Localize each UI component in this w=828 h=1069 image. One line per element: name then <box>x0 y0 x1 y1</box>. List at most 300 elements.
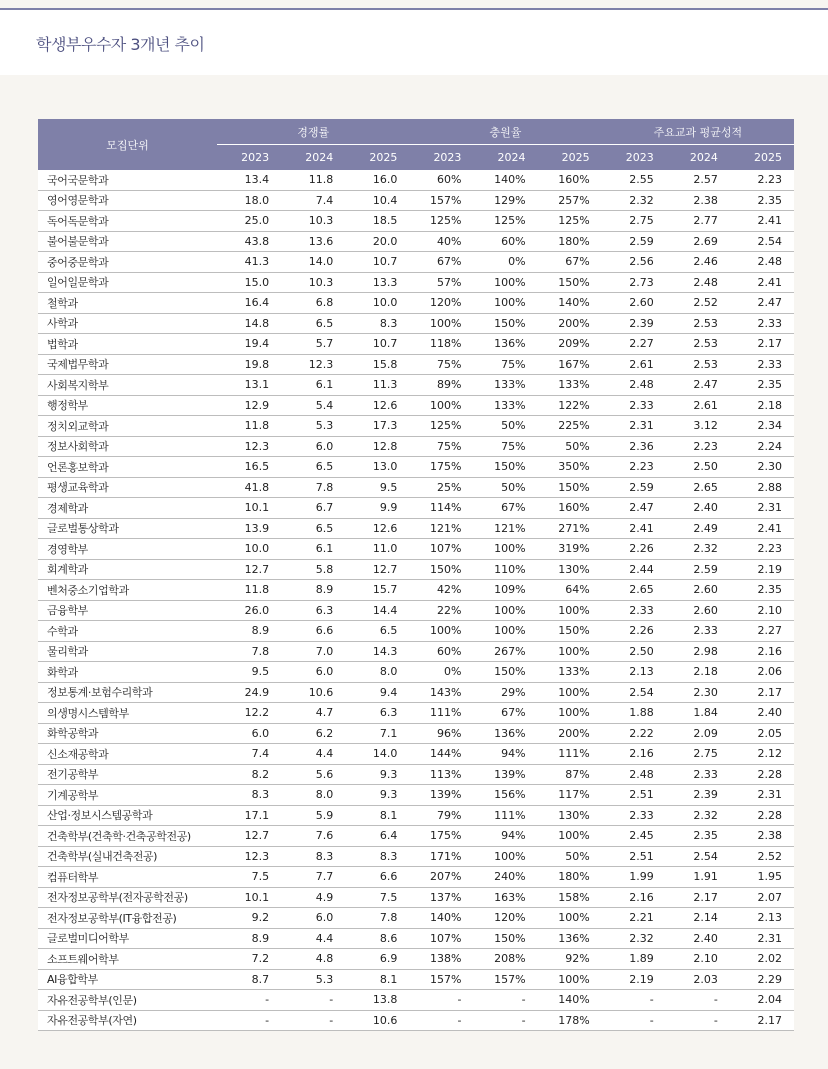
value-cell: 2.05 <box>730 723 794 744</box>
table-row <box>38 600 794 621</box>
value-cell: 100% <box>473 621 537 642</box>
value-cell: 6.0 <box>281 436 345 457</box>
value-cell: 2.33 <box>666 621 730 642</box>
value-cell: 10.0 <box>217 539 281 560</box>
value-cell: 2.07 <box>730 887 794 908</box>
value-cell: 1.99 <box>602 867 666 888</box>
value-cell: 100% <box>538 826 602 847</box>
value-cell: 100% <box>473 539 537 560</box>
value-cell: 7.1 <box>345 723 409 744</box>
value-cell: 2.33 <box>666 764 730 785</box>
value-cell: 2.41 <box>730 211 794 232</box>
value-cell: 7.5 <box>345 887 409 908</box>
value-cell: 2.23 <box>666 436 730 457</box>
value-cell: 2.35 <box>730 190 794 211</box>
value-cell: 75% <box>409 354 473 375</box>
table-row <box>38 313 794 334</box>
value-cell: 2.44 <box>602 559 666 580</box>
value-cell: 16.5 <box>217 457 281 478</box>
value-cell: 6.4 <box>345 826 409 847</box>
value-cell: 2.50 <box>666 457 730 478</box>
column-header-year: 2023 <box>217 145 281 171</box>
value-cell: 2.41 <box>730 518 794 539</box>
department-name: 자유전공학부(자연) <box>38 1010 217 1031</box>
value-cell: 8.9 <box>281 580 345 601</box>
value-cell: 60% <box>409 170 473 190</box>
department-name: 글로벌미디어학부 <box>38 928 217 949</box>
department-name: 국어국문학과 <box>38 170 217 190</box>
value-cell: 111% <box>538 744 602 765</box>
column-header-year: 2025 <box>345 145 409 171</box>
column-header-year: 2025 <box>730 145 794 171</box>
value-cell: 16.4 <box>217 293 281 314</box>
table-row <box>38 416 794 437</box>
table-row <box>38 457 794 478</box>
value-cell: 14.0 <box>345 744 409 765</box>
value-cell: 2.13 <box>602 662 666 683</box>
value-cell: 137% <box>409 887 473 908</box>
value-cell: 143% <box>409 682 473 703</box>
value-cell: 125% <box>473 211 537 232</box>
value-cell: 2.34 <box>730 416 794 437</box>
value-cell: 2.10 <box>730 600 794 621</box>
value-cell: 8.3 <box>217 785 281 806</box>
value-cell: 100% <box>538 908 602 929</box>
value-cell: 2.75 <box>666 744 730 765</box>
value-cell: 150% <box>473 313 537 334</box>
value-cell: 2.47 <box>602 498 666 519</box>
department-name: 정보통계·보험수리학과 <box>38 682 217 703</box>
value-cell: 140% <box>409 908 473 929</box>
value-cell: 167% <box>538 354 602 375</box>
value-cell: 2.38 <box>666 190 730 211</box>
value-cell: 180% <box>538 231 602 252</box>
table-row <box>38 846 794 867</box>
table-row <box>38 969 794 990</box>
table-row <box>38 723 794 744</box>
value-cell: 133% <box>473 395 537 416</box>
value-cell: 2.38 <box>730 826 794 847</box>
value-cell: 2.14 <box>666 908 730 929</box>
department-name: 산업·정보시스템공학과 <box>38 805 217 826</box>
value-cell: 158% <box>538 887 602 908</box>
value-cell: 114% <box>409 498 473 519</box>
value-cell: 6.1 <box>281 539 345 560</box>
value-cell: 8.3 <box>345 313 409 334</box>
value-cell: 75% <box>473 436 537 457</box>
value-cell: 8.3 <box>281 846 345 867</box>
value-cell: 6.0 <box>281 662 345 683</box>
value-cell: 113% <box>409 764 473 785</box>
value-cell: 22% <box>409 600 473 621</box>
value-cell: 2.17 <box>730 682 794 703</box>
value-cell: 2.17 <box>666 887 730 908</box>
value-cell: 133% <box>473 375 537 396</box>
department-name: 언론홍보학과 <box>38 457 217 478</box>
department-name: 일어일문학과 <box>38 272 217 293</box>
value-cell: 100% <box>409 395 473 416</box>
value-cell: 2.60 <box>666 580 730 601</box>
value-cell: 3.12 <box>666 416 730 437</box>
value-cell: 2.65 <box>666 477 730 498</box>
value-cell: 2.33 <box>602 395 666 416</box>
value-cell: 2.28 <box>730 805 794 826</box>
value-cell: 1.84 <box>666 703 730 724</box>
value-cell: 67% <box>538 252 602 273</box>
value-cell: 2.73 <box>602 272 666 293</box>
value-cell: 2.35 <box>730 580 794 601</box>
table-row <box>38 498 794 519</box>
value-cell: 2.18 <box>666 662 730 683</box>
department-name: 물리학과 <box>38 641 217 662</box>
table-row <box>38 334 794 355</box>
department-name: 경영학부 <box>38 539 217 560</box>
value-cell: 6.0 <box>217 723 281 744</box>
table-row <box>38 231 794 252</box>
value-cell: 157% <box>409 190 473 211</box>
value-cell: 267% <box>473 641 537 662</box>
value-cell: 100% <box>538 682 602 703</box>
value-cell: 140% <box>473 170 537 190</box>
department-name: 컴퓨터학부 <box>38 867 217 888</box>
value-cell: 122% <box>538 395 602 416</box>
value-cell: 2.60 <box>602 293 666 314</box>
value-cell: 139% <box>409 785 473 806</box>
value-cell: 5.4 <box>281 395 345 416</box>
page-header <box>0 10 828 75</box>
value-cell: 2.40 <box>730 703 794 724</box>
value-cell: 6.6 <box>345 867 409 888</box>
value-cell: 2.57 <box>666 170 730 190</box>
value-cell: 18.5 <box>345 211 409 232</box>
value-cell: 5.7 <box>281 334 345 355</box>
value-cell: 180% <box>538 867 602 888</box>
value-cell: 8.1 <box>345 805 409 826</box>
value-cell: 163% <box>473 887 537 908</box>
value-cell: 9.3 <box>345 785 409 806</box>
value-cell: 11.0 <box>345 539 409 560</box>
value-cell: 150% <box>538 621 602 642</box>
table-row <box>38 1010 794 1031</box>
value-cell: 60% <box>473 231 537 252</box>
value-cell: 13.3 <box>345 272 409 293</box>
value-cell: 11.8 <box>217 580 281 601</box>
value-cell: 9.4 <box>345 682 409 703</box>
value-cell: 5.9 <box>281 805 345 826</box>
value-cell: 6.1 <box>281 375 345 396</box>
value-cell: - <box>473 1010 537 1031</box>
value-cell: 129% <box>473 190 537 211</box>
value-cell: 8.1 <box>345 969 409 990</box>
value-cell: 2.16 <box>602 744 666 765</box>
table-row <box>38 621 794 642</box>
table-row <box>38 744 794 765</box>
value-cell: 17.3 <box>345 416 409 437</box>
value-cell: 13.9 <box>217 518 281 539</box>
value-cell: 100% <box>538 641 602 662</box>
group-header-row <box>38 119 794 145</box>
value-cell: 121% <box>473 518 537 539</box>
value-cell: 10.3 <box>281 211 345 232</box>
value-cell: 2.61 <box>666 395 730 416</box>
value-cell: 6.3 <box>281 600 345 621</box>
value-cell: 16.0 <box>345 170 409 190</box>
value-cell: 130% <box>538 559 602 580</box>
value-cell: 2.41 <box>730 272 794 293</box>
value-cell: 10.7 <box>345 334 409 355</box>
value-cell: 57% <box>409 272 473 293</box>
department-name: 소프트웨어학부 <box>38 949 217 970</box>
department-name: 전기공학부 <box>38 764 217 785</box>
value-cell: 100% <box>538 600 602 621</box>
value-cell: 150% <box>538 272 602 293</box>
value-cell: 2.10 <box>666 949 730 970</box>
department-name: 회계학과 <box>38 559 217 580</box>
department-name: 중어중문학과 <box>38 252 217 273</box>
value-cell: 6.5 <box>281 518 345 539</box>
table-row <box>38 580 794 601</box>
value-cell: 1.88 <box>602 703 666 724</box>
table-row <box>38 559 794 580</box>
table-row <box>38 662 794 683</box>
value-cell: 26.0 <box>217 600 281 621</box>
value-cell: 4.4 <box>281 744 345 765</box>
value-cell: 2.59 <box>602 231 666 252</box>
value-cell: 2.88 <box>730 477 794 498</box>
value-cell: 6.2 <box>281 723 345 744</box>
value-cell: - <box>602 1010 666 1031</box>
value-cell: 2.32 <box>602 928 666 949</box>
value-cell: 130% <box>538 805 602 826</box>
column-header-unit: 모집단위 <box>38 119 217 170</box>
value-cell: 10.1 <box>217 498 281 519</box>
value-cell: 125% <box>538 211 602 232</box>
value-cell: 75% <box>409 436 473 457</box>
value-cell: 20.0 <box>345 231 409 252</box>
department-name: 건축학부(건축학·건축공학전공) <box>38 826 217 847</box>
value-cell: 8.9 <box>217 621 281 642</box>
value-cell: 2.41 <box>602 518 666 539</box>
table-row <box>38 518 794 539</box>
value-cell: 7.2 <box>217 949 281 970</box>
value-cell: 19.8 <box>217 354 281 375</box>
value-cell: 200% <box>538 723 602 744</box>
value-cell: 2.51 <box>602 785 666 806</box>
value-cell: 15.0 <box>217 272 281 293</box>
value-cell: 12.8 <box>345 436 409 457</box>
value-cell: 96% <box>409 723 473 744</box>
table-row <box>38 867 794 888</box>
value-cell: 121% <box>409 518 473 539</box>
value-cell: 15.7 <box>345 580 409 601</box>
value-cell: 2.22 <box>602 723 666 744</box>
value-cell: 67% <box>473 703 537 724</box>
value-cell: 209% <box>538 334 602 355</box>
table-row <box>38 826 794 847</box>
value-cell: 2.40 <box>666 928 730 949</box>
department-name: 의생명시스템학부 <box>38 703 217 724</box>
value-cell: 7.0 <box>281 641 345 662</box>
value-cell: 2.03 <box>666 969 730 990</box>
value-cell: 2.18 <box>730 395 794 416</box>
value-cell: 6.5 <box>281 457 345 478</box>
value-cell: 4.4 <box>281 928 345 949</box>
value-cell: 12.6 <box>345 518 409 539</box>
column-header-year: 2025 <box>538 145 602 171</box>
value-cell: 12.6 <box>345 395 409 416</box>
value-cell: 50% <box>538 846 602 867</box>
department-name: 벤처중소기업학과 <box>38 580 217 601</box>
column-header-year: 2024 <box>281 145 345 171</box>
group-header-fill-rate: 충원율 <box>409 119 601 145</box>
value-cell: 7.7 <box>281 867 345 888</box>
table-row <box>38 785 794 806</box>
value-cell: 2.31 <box>730 928 794 949</box>
value-cell: 2.36 <box>602 436 666 457</box>
value-cell: 2.06 <box>730 662 794 683</box>
value-cell: 12.3 <box>281 354 345 375</box>
value-cell: 2.19 <box>602 969 666 990</box>
value-cell: 1.89 <box>602 949 666 970</box>
value-cell: 29% <box>473 682 537 703</box>
value-cell: 2.04 <box>730 990 794 1011</box>
table-row <box>38 908 794 929</box>
department-name: 행정학부 <box>38 395 217 416</box>
department-name: 글로벌통상학과 <box>38 518 217 539</box>
value-cell: 319% <box>538 539 602 560</box>
value-cell: 150% <box>473 662 537 683</box>
value-cell: 2.32 <box>602 190 666 211</box>
value-cell: 100% <box>538 969 602 990</box>
value-cell: 2.40 <box>666 498 730 519</box>
value-cell: 60% <box>409 641 473 662</box>
value-cell: 2.54 <box>730 231 794 252</box>
value-cell: 100% <box>538 703 602 724</box>
value-cell: 75% <box>473 354 537 375</box>
value-cell: 0% <box>473 252 537 273</box>
value-cell: 18.0 <box>217 190 281 211</box>
table-row <box>38 190 794 211</box>
value-cell: 200% <box>538 313 602 334</box>
value-cell: 144% <box>409 744 473 765</box>
value-cell: 2.61 <box>602 354 666 375</box>
value-cell: 0% <box>409 662 473 683</box>
department-name: 경제학과 <box>38 498 217 519</box>
value-cell: 2.52 <box>730 846 794 867</box>
value-cell: 2.47 <box>666 375 730 396</box>
value-cell: 4.7 <box>281 703 345 724</box>
value-cell: 12.3 <box>217 436 281 457</box>
value-cell: 41.8 <box>217 477 281 498</box>
value-cell: 13.0 <box>345 457 409 478</box>
value-cell: 13.4 <box>217 170 281 190</box>
value-cell: 100% <box>473 293 537 314</box>
value-cell: 2.32 <box>666 805 730 826</box>
value-cell: 2.31 <box>602 416 666 437</box>
value-cell: 2.33 <box>730 354 794 375</box>
value-cell: 150% <box>409 559 473 580</box>
value-cell: 10.7 <box>345 252 409 273</box>
value-cell: 41.3 <box>217 252 281 273</box>
table-row <box>38 170 794 190</box>
value-cell: 67% <box>473 498 537 519</box>
table-row <box>38 805 794 826</box>
value-cell: 8.0 <box>281 785 345 806</box>
value-cell: - <box>666 1010 730 1031</box>
value-cell: 8.9 <box>217 928 281 949</box>
value-cell: 2.53 <box>666 334 730 355</box>
value-cell: 5.3 <box>281 969 345 990</box>
value-cell: 92% <box>538 949 602 970</box>
value-cell: 2.35 <box>666 826 730 847</box>
value-cell: 79% <box>409 805 473 826</box>
value-cell: 100% <box>473 272 537 293</box>
value-cell: 10.0 <box>345 293 409 314</box>
department-name: 자유전공학부(인문) <box>38 990 217 1011</box>
value-cell: 9.5 <box>217 662 281 683</box>
table-row <box>38 990 794 1011</box>
value-cell: 157% <box>409 969 473 990</box>
value-cell: 17.1 <box>217 805 281 826</box>
department-name: 전자정보공학부(IT융합전공) <box>38 908 217 929</box>
value-cell: 136% <box>473 334 537 355</box>
value-cell: 175% <box>409 457 473 478</box>
value-cell: 2.27 <box>602 334 666 355</box>
value-cell: 110% <box>473 559 537 580</box>
table-row <box>38 293 794 314</box>
value-cell: 7.4 <box>281 190 345 211</box>
value-cell: 100% <box>473 846 537 867</box>
value-cell: - <box>473 990 537 1011</box>
value-cell: 133% <box>538 375 602 396</box>
value-cell: 2.27 <box>730 621 794 642</box>
value-cell: 12.9 <box>217 395 281 416</box>
value-cell: 42% <box>409 580 473 601</box>
value-cell: 136% <box>538 928 602 949</box>
value-cell: 89% <box>409 375 473 396</box>
value-cell: 9.5 <box>345 477 409 498</box>
value-cell: 2.65 <box>602 580 666 601</box>
value-cell: 2.32 <box>666 539 730 560</box>
value-cell: - <box>281 1010 345 1031</box>
table-row <box>38 375 794 396</box>
value-cell: 7.4 <box>217 744 281 765</box>
value-cell: 11.8 <box>217 416 281 437</box>
value-cell: 240% <box>473 867 537 888</box>
table-row <box>38 887 794 908</box>
value-cell: 140% <box>538 293 602 314</box>
value-cell: 2.53 <box>666 313 730 334</box>
value-cell: 13.8 <box>345 990 409 1011</box>
value-cell: 2.47 <box>730 293 794 314</box>
value-cell: 2.50 <box>602 641 666 662</box>
table-row <box>38 395 794 416</box>
value-cell: 2.17 <box>730 334 794 355</box>
value-cell: 12.7 <box>217 559 281 580</box>
value-cell: 2.53 <box>666 354 730 375</box>
value-cell: 6.5 <box>281 313 345 334</box>
value-cell: 208% <box>473 949 537 970</box>
value-cell: 175% <box>409 826 473 847</box>
value-cell: 2.39 <box>666 785 730 806</box>
table-row <box>38 928 794 949</box>
value-cell: 100% <box>409 313 473 334</box>
department-name: 철학과 <box>38 293 217 314</box>
value-cell: 2.33 <box>602 805 666 826</box>
table-row <box>38 477 794 498</box>
value-cell: 2.69 <box>666 231 730 252</box>
value-cell: 13.6 <box>281 231 345 252</box>
